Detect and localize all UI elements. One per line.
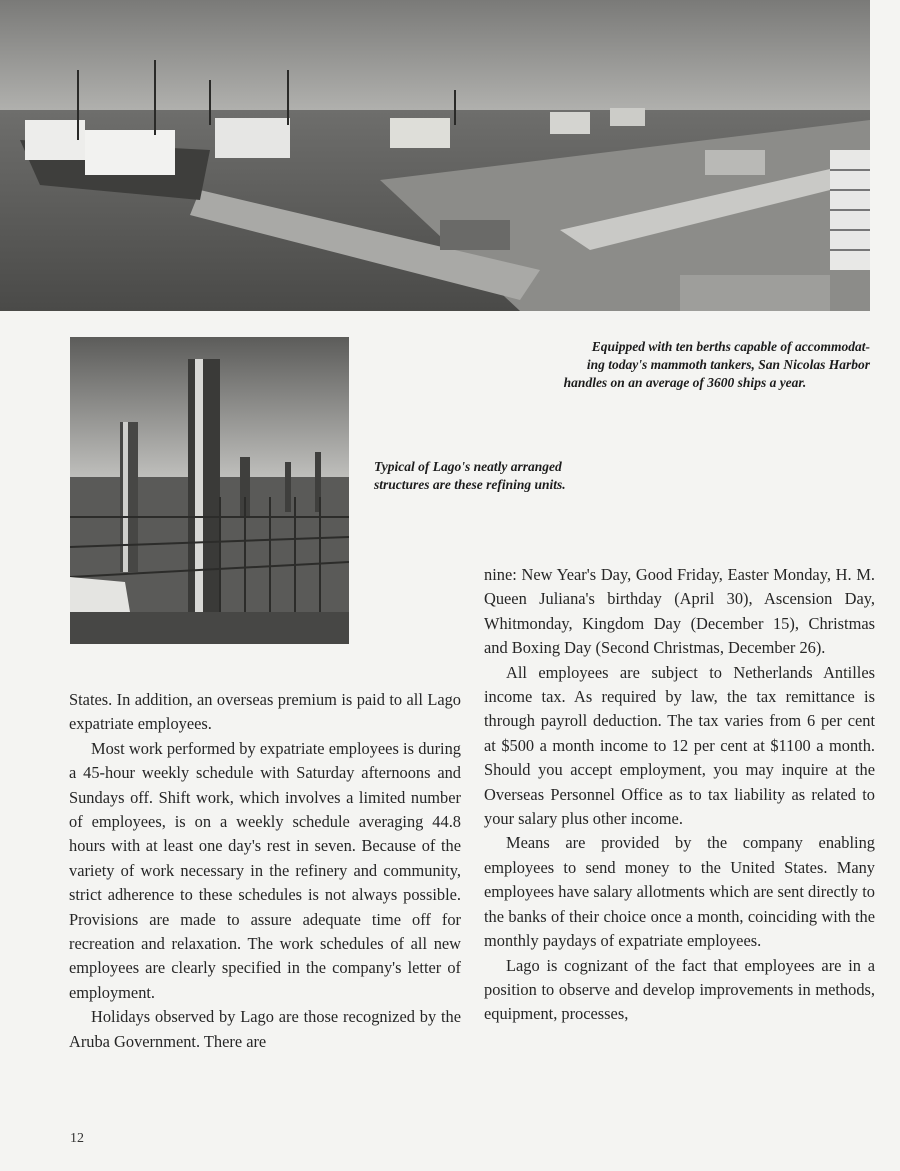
paragraph: Most work performed by expatriate employees is during a 45-hour weekly schedule with Saturday afternoons and Sundays off. Shift work, which involves a limited number of employees, is on a weekly schedule averaging 44.8 hours with at least one day's rest in seven. Because of the variety of work necessary in the refinery and community, strict adherence to these schedules is not always possible. Provisions are made to assure adequate time off for recreation and relaxation. The work schedules of all new employees are clearly specified in the company's letter of employment. (69, 738, 461, 1002)
paragraph: Lago is cognizant of the fact that employees are in a position to observe and develop improvements in methods, equipment, processes, (484, 955, 875, 1024)
refinery-caption-line-2: structures are these refining units. (374, 477, 566, 492)
paragraph: States. In addition, an overseas premium is paid to all Lago expatriate employees. (69, 690, 461, 734)
harbor-photo (0, 0, 870, 311)
paragraph: Holidays observed by Lago are those recognized by the Aruba Government. There are (69, 1007, 461, 1051)
harbor-caption-line-3: handles on an average of 3600 ships a year. (563, 375, 807, 390)
paragraph: Means are provided by the company enabling employees to send money to the United States. Many employees have salary allotments which are sent directly to the banks of their choice once a month, coinciding with the monthly paydays of expatriate employees. (484, 833, 875, 951)
paragraph: All employees are subject to Netherlands Antilles income tax. As required by law, the tax remittance is through payroll deduction. The tax varies from 6 per cent at $500 a month income to 12 per cent at $1100 a month. Should you accept employment, you may inquire at the Overseas Personnel Office as to tax liability as related to your salary plus other income. (484, 662, 875, 829)
harbor-caption (470, 338, 870, 392)
harbor-caption-line-1: Equipped with ten berths capable of accommodat- (591, 339, 870, 354)
refinery-caption (374, 458, 634, 494)
paragraph: nine: New Year's Day, Good Friday, Easter Monday, H. M. Queen Juliana's birthday (April 30), Ascension Day, Whitmonday, Kingdom Day (December 15), Christmas and Boxing Day (Second Christmas, December 26). (484, 565, 875, 658)
harbor-caption-line-2: ing today's mammoth tankers, San Nicolas Harbor (586, 357, 870, 372)
refinery-photo (70, 337, 349, 644)
page-number: 12 (70, 1131, 84, 1146)
left-text-column (69, 688, 461, 1054)
refinery-caption-line-1: Typical of Lago's neatly arranged (374, 459, 562, 474)
right-text-column (484, 563, 875, 1027)
